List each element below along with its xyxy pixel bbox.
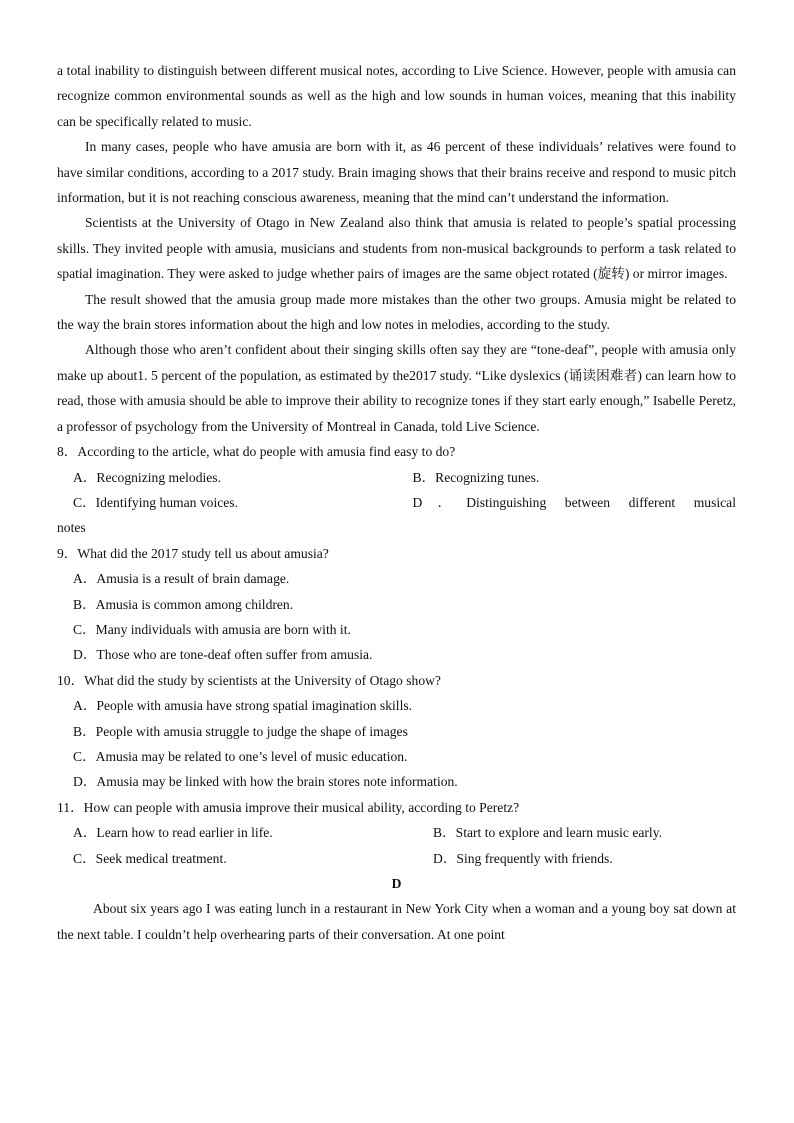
option-b: B．Start to explore and learn music early. [433,825,663,841]
option-a: A．People with amusia have strong spatial imagination skills. [73,698,413,714]
passage-paragraph: Although those who aren’t confident about their singing skills often say they are “tone-deaf”, people with amusia only make up about1. 5 percent of the population, as estimated by the2017 study. “Like dyslexics (诵读困难者) can learn how to read, those with amusia should be able to improve their ability to recognize tones if they start early enough,” Isabelle Peretz, a professor of psychology from the University of Montreal in Canada, told Live Science. [57,342,736,434]
option-a: A．Amusia is a result of brain damage. [73,571,290,587]
option-d: D．Amusia may be linked with how the brain stores note information. [73,774,458,790]
question-stem: 11．How can people with amusia improve their musical ability, according to Peretz? [57,799,520,815]
question-stem: 9．What did the 2017 study tell us about amusia? [57,545,329,561]
option-c: C．Many individuals with amusia are born with it. [73,621,351,637]
section-heading-d: D [391,876,402,891]
option-b: B．Amusia is common among children. [73,596,294,612]
passage-paragraph: About six years ago I was eating lunch in a restaurant in New York City when a woman and a young boy sat down at the next table. I couldn’t help overhearing parts of their conversation. At one point [57,901,736,942]
passage-paragraph: Scientists at the University of Otago in New Zealand also think that amusia is related to people’s spatial processing skills. They invited people with amusia, musicians and students from non-musical backgrounds to perform a task related to spatial imagination. They were asked to judge whether pairs of images are the same object rotated (旋转) or mirror images. [57,215,736,282]
passage-paragraph: The result showed that the amusia group made more mistakes than the other two groups. Amusia might be related to the way the brain stores information about the high and low notes in melodies, according to the study. [57,291,736,333]
passage-paragraph: a total inability to distinguish between different musical notes, according to Live Science. However, people with amusia can recognize common environmental sounds as well as the high and low sounds in human voices, meaning that this inability can be specifically related to music. [57,63,736,129]
passage-paragraph: In many cases, people who have amusia are born with it, as 46 percent of these individuals’ relatives were found to have similar conditions, according to a 2017 study. Brain imaging shows that their brains receive and respond to music pitch information, but it is not reaching conscious awareness, meaning that the mind can’t understand the information. [57,139,736,206]
option-d: D．Those who are tone-deaf often suffer from amusia. [73,647,373,663]
option-d: D．Distinguishing between different musical [412,494,736,510]
option-b: B．People with amusia struggle to judge the shape of images [73,723,408,739]
passage-d [57,896,736,947]
option-c: C．Identifying human voices. [73,494,238,510]
question-11 [57,795,736,871]
question-10 [57,668,736,795]
option-a: A．Recognizing melodies. [73,469,221,485]
option-c: C．Seek medical treatment. [73,850,227,866]
option-d-continued: notes [57,520,86,536]
question-stem: 10．What did the study by scientists at the University of Otago show? [57,672,441,688]
option-a: A．Learn how to read earlier in life. [73,825,273,841]
question-9 [57,541,736,668]
question-8 [57,439,736,541]
question-stem: 8．According to the article, what do people with amusia find easy to do? [57,444,456,460]
document-page [57,58,736,947]
option-b: B．Recognizing tunes. [412,469,540,485]
option-c: C．Amusia may be related to one’s level of music education. [73,748,408,764]
option-d: D．Sing frequently with friends. [433,850,613,866]
passage-c [57,58,736,439]
